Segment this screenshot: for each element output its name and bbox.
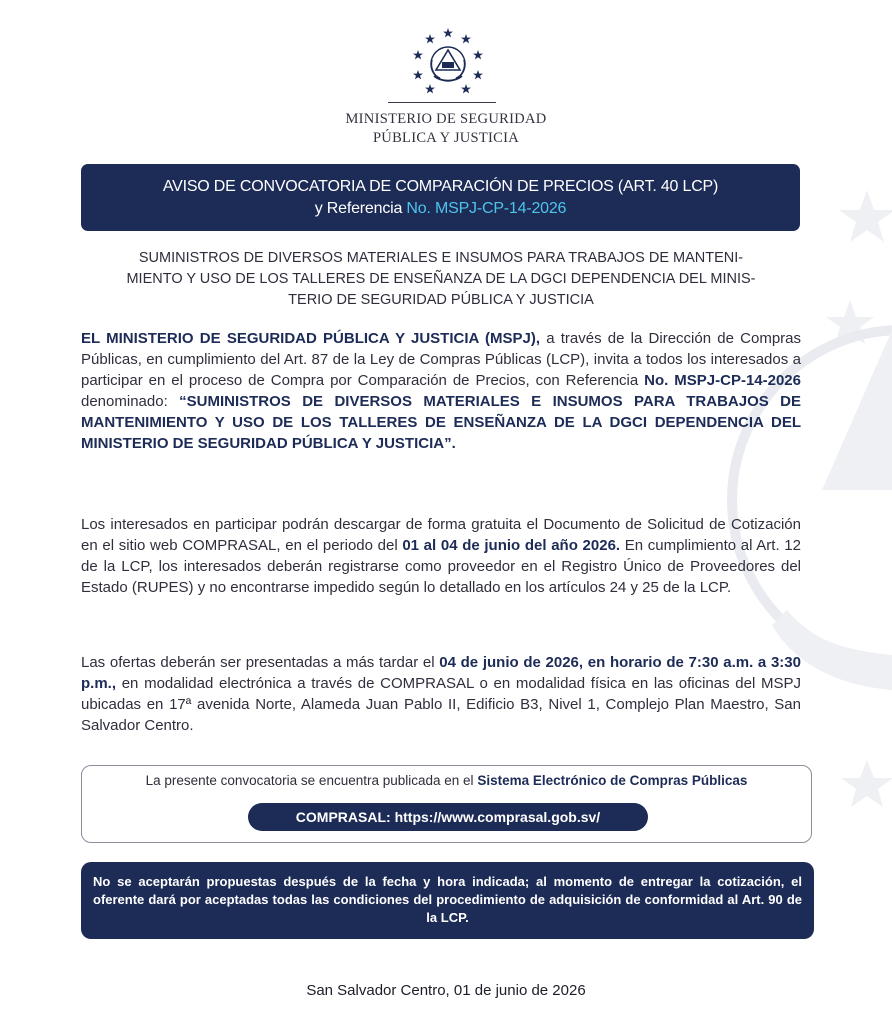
publication-notice	[81, 765, 812, 843]
paragraph-invitation	[81, 328, 801, 454]
banner-reference-prefix: y Referencia	[314, 199, 407, 217]
header-divider	[388, 102, 496, 103]
ministry-name	[246, 110, 646, 148]
banner-title: AVISO DE CONVOCATORIA DE COMPARACIÓN DE PRECIOS (ART. 40 LCP)	[162, 177, 719, 195]
paragraph3-text2: en modalidad electrónica a través de COMPRASAL o en modalidad física en las oficinas del MSPJ ubicadas en 17ª avenida Norte, Alameda Juan Pablo II, Edificio B3, Nivel 1, Complejo Plan Maestro, San Salvador Centro.	[81, 675, 801, 734]
warning-notice: No se aceptarán propuestas después de la fecha y hora indicada; al momento de entregar la cotización, el oferente dará por aceptadas todas las condiciones del procedimiento de adquisición de conformidad al Art. 90 de la LCP.	[81, 862, 814, 939]
notice-system-name: Sistema Electrónico de Compras Públicas	[477, 773, 748, 788]
procurement-subject	[82, 248, 800, 311]
paragraph3-text1: Las ofertas deberán ser presentadas a más tardar el	[81, 654, 440, 671]
subject-line1: SUMINISTROS DE DIVERSOS MATERIALES E INSUMOS PARA TRABAJOS DE MANTENI-	[138, 250, 744, 266]
comprasal-link[interactable]: COMPRASAL: https://www.comprasal.gob.sv/	[248, 803, 648, 831]
paragraph-download	[81, 514, 801, 598]
ministry-bold-name: EL MINISTERIO DE SEGURIDAD PÚBLICA Y JUSTICIA (MSPJ),	[81, 330, 540, 347]
document-date: San Salvador Centro, 01 de junio de 2026	[306, 982, 586, 999]
ministry-name-line1: MINISTERIO DE SEGURIDAD	[345, 111, 547, 127]
title-banner	[81, 164, 800, 231]
paragraph2-text1: Los interesados en participar podrán descargar de forma gratuita el Documento de Solicitud de Cotización en el sitio web COMPRASAL, en el periodo del	[81, 516, 801, 554]
paragraph2-period: 01 al 04 de junio del año 2026.	[402, 537, 621, 554]
paragraph2-text2: En cumplimiento al Art. 12 de la LCP, los interesados deberán registrarse como proveedor en el Registro Único de Proveedores del Estado (RUPES) y no encontrarse impedido según lo detallado en los artículos 24 y 25 de la LCP.	[81, 537, 801, 596]
paragraph1-title: “SUMINISTROS DE DIVERSOS MATERIALES E INSUMOS PARA TRABAJOS DE MANTENIMIENTO Y USO DE LOS TALLERES DE ENSEÑANZA DE LA DGCI DEPENDENCIA DEL MINISTERIO DE SEGURIDAD PÚBLICA Y JUSTICIA”.	[81, 393, 801, 452]
paragraph1-reference: No. MSPJ-CP-14-2026	[644, 372, 801, 389]
banner-reference: No. MSPJ-CP-14-2026	[406, 199, 567, 217]
el-salvador-coat-of-arms-icon	[412, 26, 484, 98]
banner-reference-line	[81, 198, 800, 220]
ministry-name-line2: PÚBLICA Y JUSTICIA	[372, 130, 520, 146]
subject-line3: TERIO DE SEGURIDAD PÚBLICA Y JUSTICIA	[288, 292, 594, 308]
notice-text	[82, 772, 811, 790]
paragraph3-deadline: 04 de junio de 2026, en horario de 7:30 a.m. a 3:30 p.m.,	[81, 654, 801, 692]
notice-plain: La presente convocatoria se encuentra publicada en el	[145, 773, 478, 788]
subject-line2: MIENTO Y USO DE LOS TALLERES DE ENSEÑANZA DE LA DGCI DEPENDENCIA DEL MINIS-	[126, 271, 756, 287]
paragraph1-text2: denominado:	[81, 393, 180, 410]
paragraph1-text1: a través de la Dirección de Compras Públicas, en cumplimiento del Art. 87 de la Ley de Compras Públicas (LCP), invita a todos los interesados a participar en el proceso de Compra por Comparación de Precios, con Referencia	[81, 330, 801, 389]
paragraph-deadline	[81, 652, 801, 736]
